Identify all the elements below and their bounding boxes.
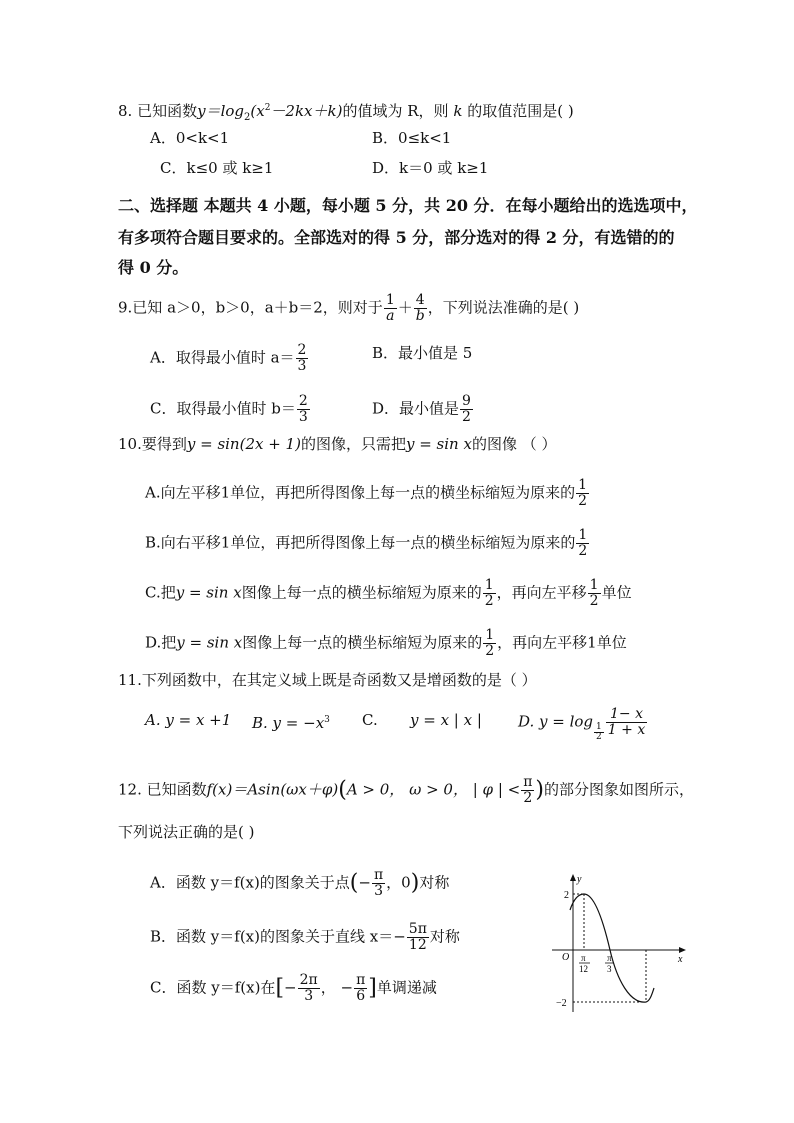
x-axis-label: x xyxy=(678,954,683,965)
tick-pi12-num: π xyxy=(581,953,586,963)
tick-pi12-den: 12 xyxy=(579,964,588,974)
origin-label: O xyxy=(562,952,570,963)
section2-line2: 有多项符合题目要求的。全部选对的得 5 分，部分选对的得 2 分，有选错的的 xyxy=(118,228,675,247)
y-max-label: 2 xyxy=(564,890,569,901)
q12-stem-line2: 下列说法正确的是( ) xyxy=(118,823,255,841)
fraction-4-over-b: $\frac{4}{b}$ xyxy=(415,292,425,324)
q11-option-a: A. y = x +1 xyxy=(145,711,232,729)
q10-stem: 10.要得到y = sin(2x + 1)的图像，只需把y = sin x的图像 （ ） xyxy=(118,435,557,453)
q11-option-c: y = x | x | xyxy=(410,711,482,729)
section2-line3: 得 0 分。 xyxy=(118,258,189,277)
q9-option-a: A．取得最小值时 a＝ $\frac{2}{3}$ xyxy=(150,342,307,374)
y-axis-arrow xyxy=(570,874,576,881)
q8-option-a: A．0<k<1 xyxy=(150,129,230,147)
sine-curve xyxy=(570,894,654,1002)
y-axis-label: y xyxy=(577,874,582,885)
y-min-label: −2 xyxy=(556,998,567,1009)
q9-option-b: B．最小值是 5 xyxy=(372,344,473,362)
q10-option-a: A.向左平移1单位，再把所得图像上每一点的横坐标缩短为原来的 $\frac{1}{2}$ xyxy=(145,477,588,509)
q8-stem: 8. 已知函数$y=\log_2(x^2-2kx+k)$的值域为 R，则 k 的取值范围是( ) xyxy=(118,102,574,123)
q8-option-b: B．0≤k<1 xyxy=(372,129,452,147)
section2-line1: 二、选择题 本题共 4 小题，每小题 5 分，共 20 分．在每小题给出的选选项中， xyxy=(118,196,698,215)
q8-option-d: D．k＝0 或 k≥1 xyxy=(372,159,489,177)
tick-pi3-num: π xyxy=(607,953,612,963)
fraction-1-over-a: $\frac{1}{a}$ xyxy=(385,292,395,324)
q12-option-b: B．函数 y＝f(x)的图象关于直线 x＝− $\frac{5\pi}{12}$ 对称 xyxy=(150,921,460,953)
q12-option-c: C．函数 y＝f(x)在[− $\frac{2\pi}{3}$ ， − $\frac{\pi}{6}$ ]单调递减 xyxy=(150,972,437,1004)
q9-option-d: D．最小值是 $\frac{9}{2}$ xyxy=(372,393,471,425)
q11-option-d: D. y = log $\frac{1}{2}$ $\frac{1- x}{1 + x}$ xyxy=(518,706,646,742)
q11-stem: 11.下列函数中，在其定义域上既是奇函数又是增函数的是（ ） xyxy=(118,671,537,689)
tick-pi3-den: 3 xyxy=(607,964,612,974)
q8-option-c: C．k≤0 或 k≥1 xyxy=(160,159,274,177)
q10-option-b: B.向右平移1单位，再把所得图像上每一点的横坐标缩短为原来的 $\frac{1}{2}$ xyxy=(145,527,588,559)
x-axis-arrow xyxy=(679,947,686,953)
q12-option-a: A．函数 y＝f(x)的图象关于点(− $\frac{\pi}{3}$ ，0)对称 xyxy=(150,867,450,899)
sine-graph-figure xyxy=(548,870,688,1020)
q9-stem: 9.已知 a＞0，b＞0，a＋b＝2，则对于 $\frac{1}{a}$ ＋ $\frac{4}{b}$ ，下列说法准确的是( ) xyxy=(118,292,580,324)
q9-option-c: C．取得最小值时 b＝ $\frac{2}{3}$ xyxy=(150,393,308,425)
q12-stem: 12. 已知函数f(x)＝Asin(ωx＋φ)(A > 0， ω > 0， | φ | < $\frac{\pi}{2}$ )的部分图象如图所示， xyxy=(118,774,695,806)
q11-option-b: B. $y = -x^3$ xyxy=(252,714,330,732)
q11-option-c-label: C. xyxy=(362,711,378,729)
q10-option-d: D.把y = sin x图像上每一点的横坐标缩短为原来的 $\frac{1}{2}$ ，再向左平移1单位 xyxy=(145,627,627,659)
q10-option-c: C.把y = sin x图像上每一点的横坐标缩短为原来的 $\frac{1}{2}$ ，再向左平移 $\frac{1}{2}$ 单位 xyxy=(145,577,632,609)
